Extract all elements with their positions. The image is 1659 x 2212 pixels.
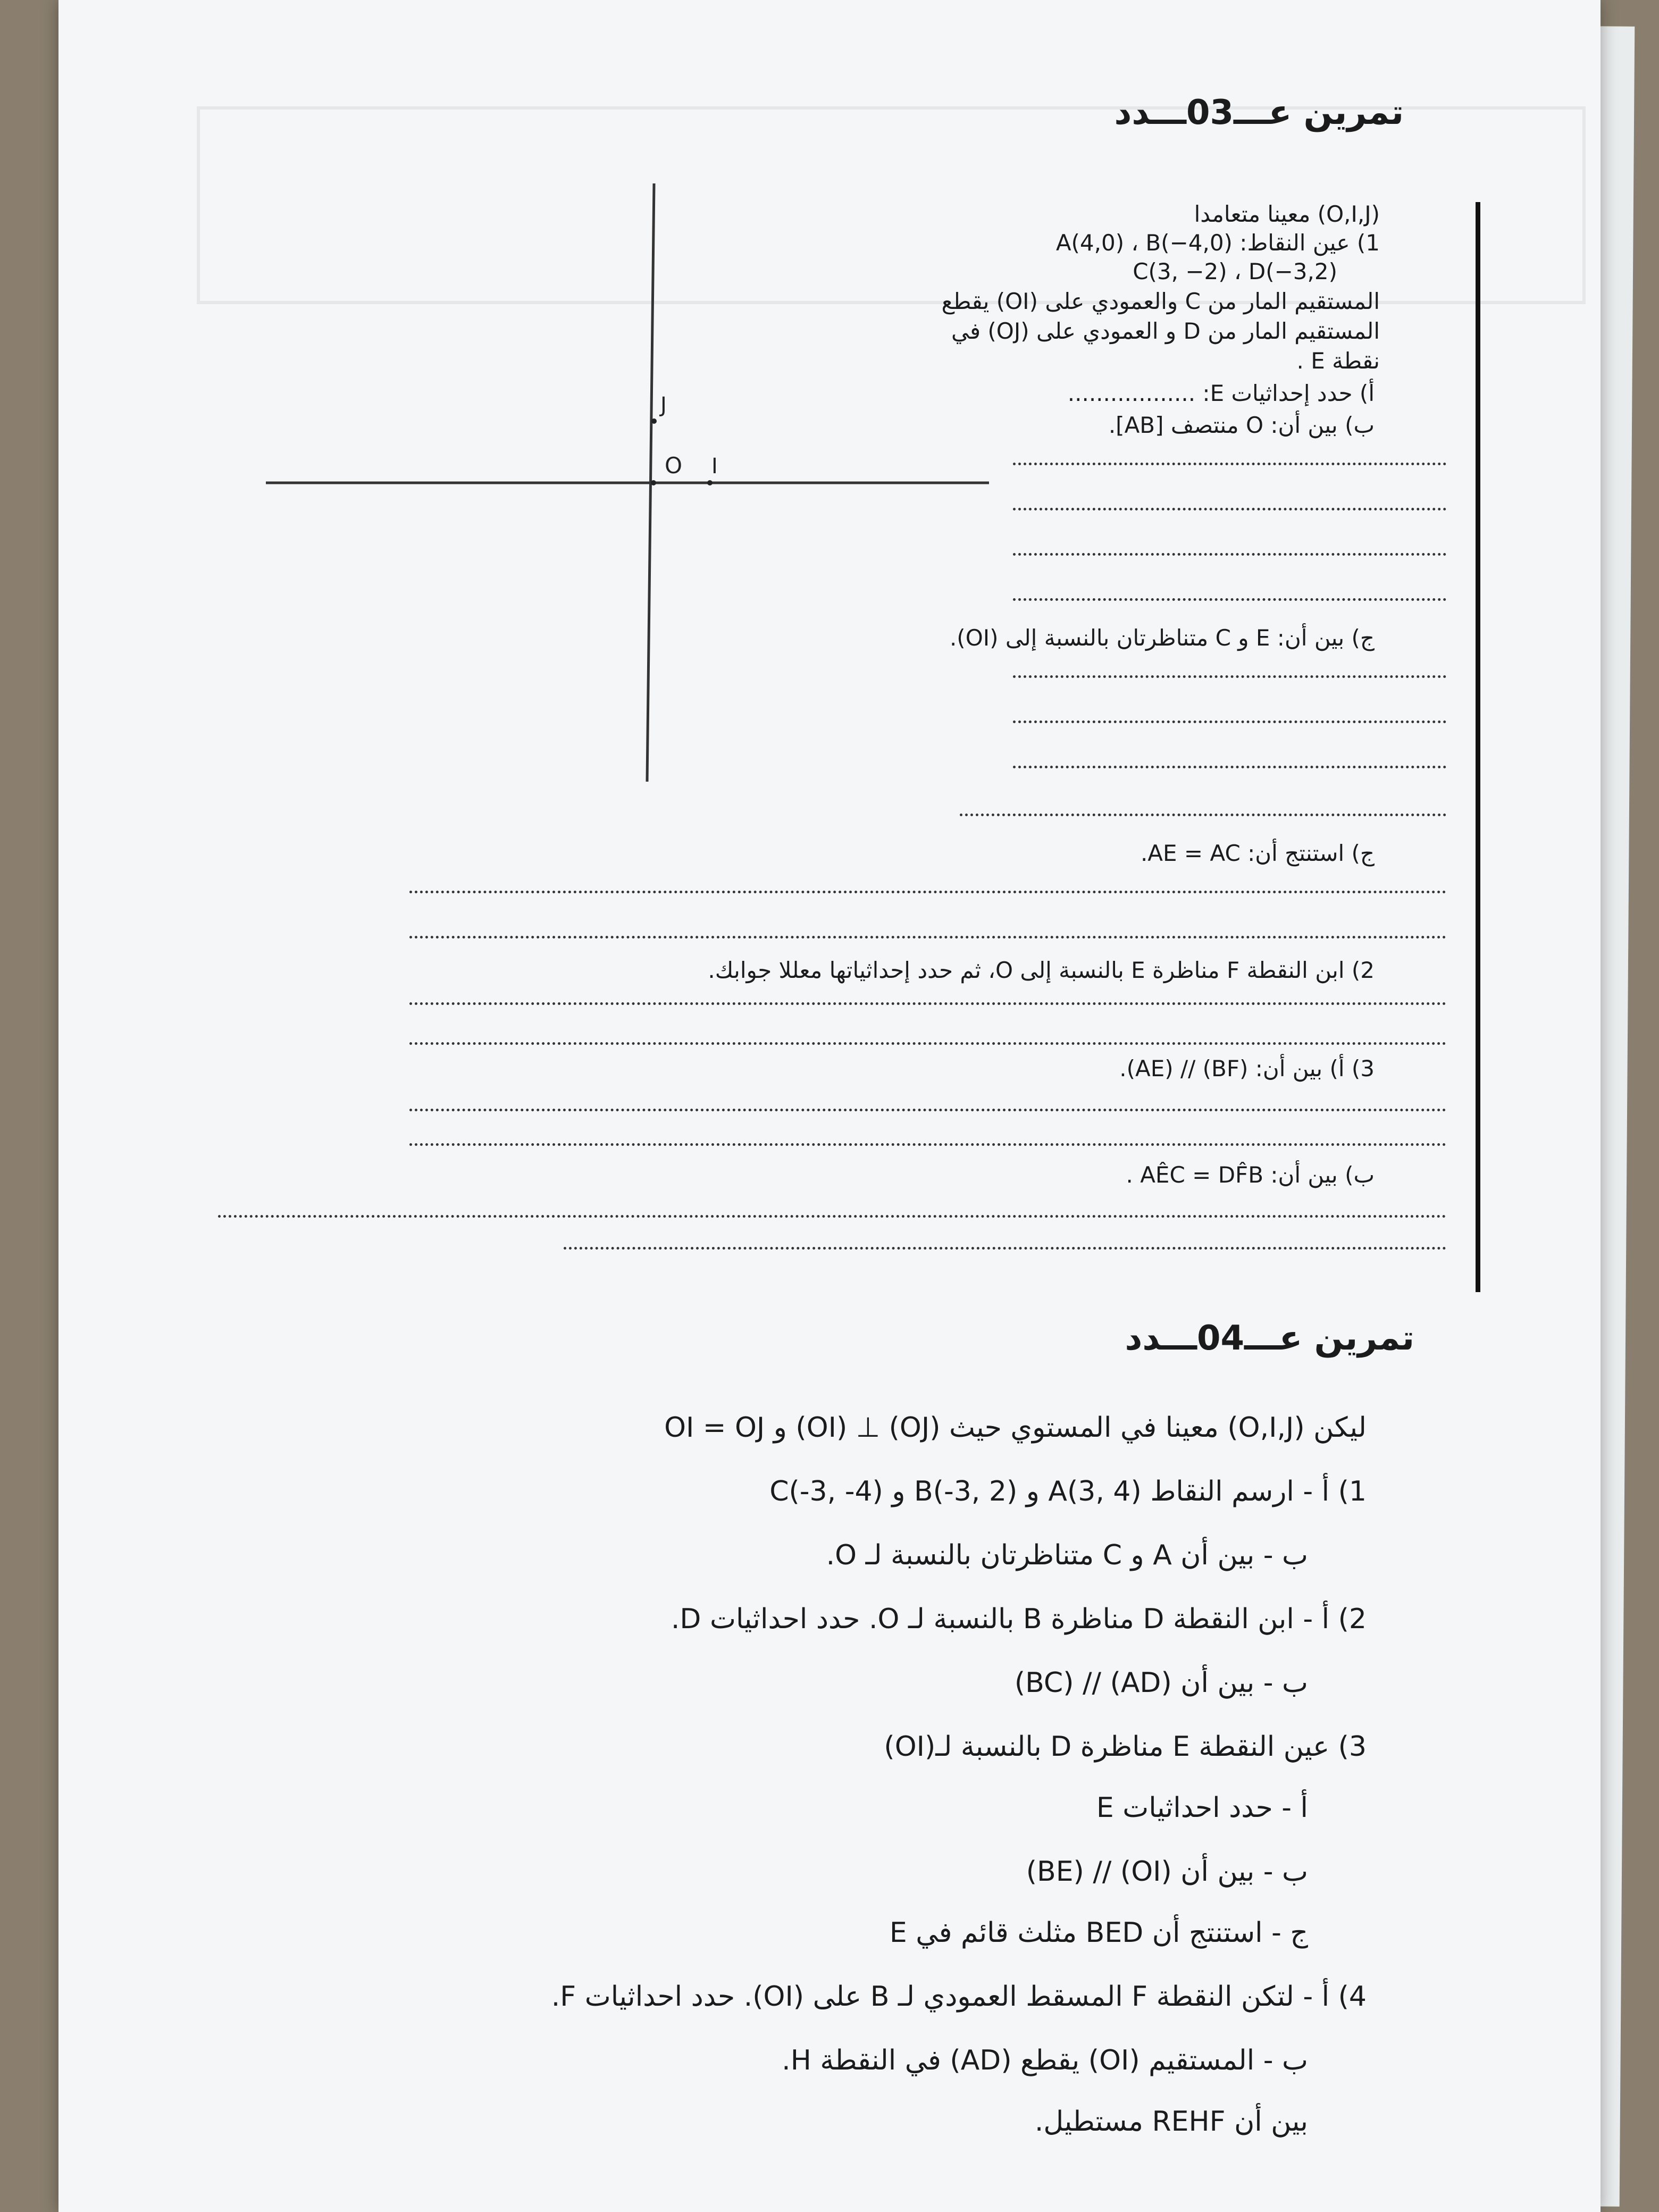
answer-line — [409, 1042, 1446, 1045]
exercise4-q3b: ب - بين أن (OI) // (BE) — [1026, 1856, 1308, 1888]
unit-point-j — [651, 418, 657, 424]
exercise3-q1-line3: المستقيم المار من C والعمودي على (OI) يقطع — [941, 288, 1380, 314]
exercise3-title: تمرين عـــ03ـــدد — [1114, 93, 1404, 132]
coordinate-axes — [266, 175, 1010, 803]
exercise4-q1b: ب - بين أن A و C متناظرتان بالنسبة لـ O. — [826, 1539, 1308, 1571]
exercise3-q1c: ج) بين أن: E و C متناظرتان بالنسبة إلى (OI). — [949, 625, 1375, 651]
origin-point — [651, 480, 656, 485]
answer-line — [960, 814, 1446, 816]
answer-line — [1013, 675, 1446, 678]
answer-line — [1013, 766, 1446, 768]
exercise4-q4: 4) أ - لتكن النقطة F المسقط العمودي لـ B على (OI). حدد احداثيات F. — [551, 1981, 1367, 2013]
exercise3-q1-line1: 1) عين النقاط: A(4,0) ، B(−4,0) — [1055, 230, 1380, 256]
worksheet-page — [58, 0, 1601, 2212]
answer-line — [409, 936, 1446, 939]
exercise3-q1-line4: المستقيم المار من D و العمودي على (OJ) في — [951, 318, 1380, 344]
exercise4-q3: 3) عين النقطة E مناظرة D بالنسبة لـ(OI) — [884, 1731, 1367, 1763]
answer-line — [1013, 553, 1446, 556]
exercise4-q2: 2) أ - ابن النقطة D مناظرة B بالنسبة لـ O. حدد احداثيات D. — [671, 1603, 1367, 1635]
answer-line — [1013, 720, 1446, 723]
origin-label: O — [665, 453, 683, 479]
exercise3-q1b: ب) بين أن: O منتصف [AB]. — [1108, 412, 1375, 438]
answer-line — [409, 1109, 1446, 1111]
answer-line — [564, 1247, 1446, 1250]
answer-line — [1013, 598, 1446, 601]
exercise3-margin-bar — [1476, 202, 1480, 1292]
answer-line — [409, 1002, 1446, 1005]
exercise3-q1a: أ) حدد إحداثيات E: .................. — [1067, 380, 1375, 406]
exercise4-q3a: أ - حدد احداثيات E — [1096, 1792, 1308, 1824]
exercise4-intro: ليكن (O,I,J) معينا في المستوي حيث (OJ) ⊥ (OI) و OI = OJ — [664, 1412, 1367, 1444]
answer-line — [409, 1143, 1446, 1146]
exercise4-q3c: ج - استنتج أن BED مثلث قائم في E — [889, 1917, 1308, 1949]
unit-label-j: J — [660, 393, 667, 417]
exercise3-q2: 2) ابن النقطة F مناظرة E بالنسبة إلى O، ثم حدد إحداثياتها معللا جوابك. — [708, 957, 1375, 983]
exercise4-q2b: ب - بين أن (AD) // (BC) — [1014, 1667, 1308, 1699]
answer-line — [1013, 508, 1446, 510]
unit-point-i — [707, 480, 713, 485]
exercise3-q3a: 3) أ) بين أن: (BF) // (AE). — [1119, 1055, 1375, 1082]
answer-line — [218, 1215, 1446, 1218]
exercise4-q1: 1) أ - ارسم النقاط A(3, 4) و B(-3, 2) و C(-3, -4) — [769, 1476, 1367, 1507]
unit-label-i: I — [711, 454, 718, 479]
exercise4-q4c: بين أن REHF مستطيل. — [1034, 2106, 1308, 2138]
answer-line — [1013, 463, 1446, 465]
answer-line — [409, 891, 1446, 893]
exercise3-q1d: ج) استنتج أن: AE = AC. — [1140, 840, 1375, 866]
exercise3-intro: (O,I,J) معينا متعامدا — [1194, 201, 1380, 227]
exercise3-q3b: ب) بين أن: AÊC = DF̂B . — [1126, 1162, 1375, 1188]
exercise3-q1-line5: نقطة E . — [1296, 348, 1380, 374]
exercise4-q4b: ب - المستقيم (OI) يقطع (AD) في النقطة H. — [782, 2045, 1308, 2076]
exercise4-title: تمرين عـــ04ـــدد — [1125, 1319, 1414, 1358]
exercise3-q1-line2: C(3, −2) ، D(−3,2) — [1133, 258, 1337, 284]
